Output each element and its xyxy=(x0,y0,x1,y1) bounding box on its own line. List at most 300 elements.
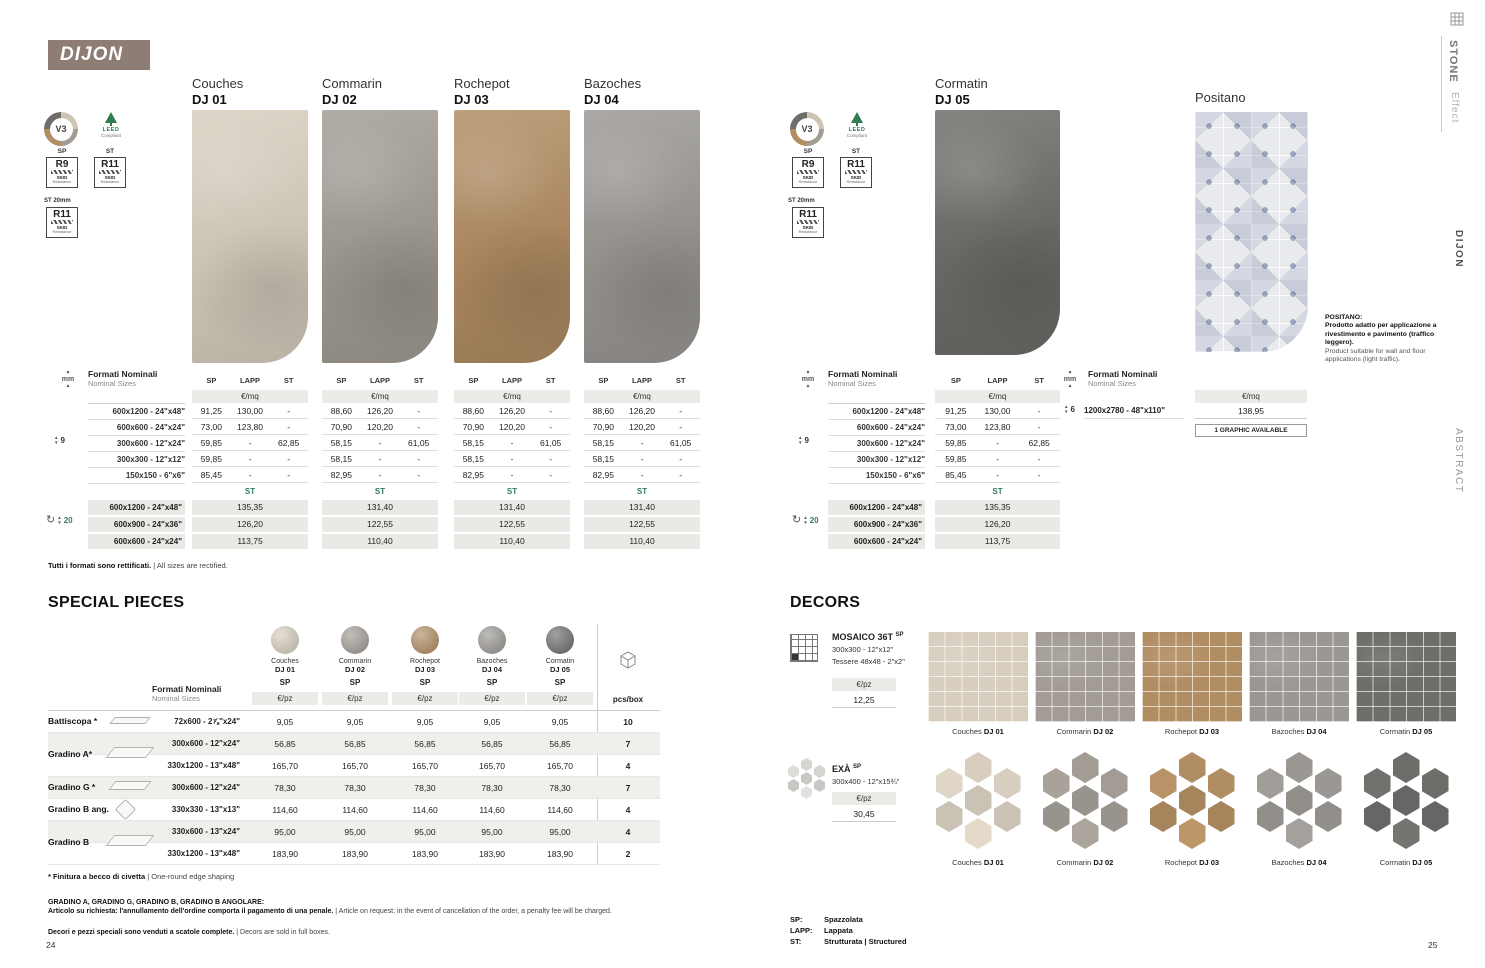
triangle-up-icon: ▲ xyxy=(1067,383,1073,389)
nominal-sizes-column xyxy=(828,403,925,484)
product-name: Bazoches xyxy=(476,658,508,665)
piece-price: 95,00 xyxy=(481,827,503,837)
finish-col-label: LAPP xyxy=(987,376,1008,385)
value-cell: 120,20 xyxy=(623,419,662,435)
st-section-header: ST xyxy=(244,487,256,496)
value-cell: - xyxy=(531,403,570,419)
value-cell: 82,95 xyxy=(322,467,361,483)
resistance-label: Resistance xyxy=(798,230,818,234)
product-code: DJ 02 xyxy=(322,92,357,107)
piece-group-gradino-a: Gradino A* xyxy=(48,749,93,759)
triangle-down-icon: ▼ xyxy=(805,370,811,376)
thickness-value: 20 xyxy=(809,516,819,525)
value-cell: - xyxy=(661,403,700,419)
value-cell: 82,95 xyxy=(584,467,623,483)
unit-band: €/pz xyxy=(459,692,525,705)
footnote-it: * Finitura a becco di civetta xyxy=(48,872,146,881)
r9-skid-icon xyxy=(792,157,824,188)
mosaic-swatch-rochepot xyxy=(1142,632,1242,722)
value-cell: - xyxy=(493,467,532,483)
mm-label: mm xyxy=(801,376,815,383)
exa-swatch-bazoches xyxy=(1249,752,1349,849)
full-boxes-note xyxy=(48,928,688,937)
value-cell: - xyxy=(361,467,400,483)
series-title-badge: DIJON xyxy=(48,40,150,70)
thickness-6mm-marker xyxy=(1064,405,1075,414)
value-cell: 123,80 xyxy=(977,419,1019,435)
recycle-arrow-icon: ↻ xyxy=(46,514,56,526)
piece-price: 95,00 xyxy=(274,827,296,837)
value-cell: 73,00 xyxy=(935,419,977,435)
resistance-label: Resistance xyxy=(798,180,818,184)
skid-label: SKID xyxy=(802,175,814,180)
decor-item-label: Couches DJ 01 xyxy=(952,858,1004,867)
ramp-icon xyxy=(99,170,121,174)
value-cell: 600x600 - 24"x24" xyxy=(828,420,925,436)
page-number-left: 24 xyxy=(46,940,56,950)
box-icon xyxy=(617,650,639,675)
value-cell: - xyxy=(1018,467,1060,483)
value-cell: 600x1200 - 24"x48" xyxy=(828,500,925,515)
dot-label-rochepot xyxy=(390,658,460,674)
value-cell: 122,55 xyxy=(584,517,700,532)
mm-label: mm xyxy=(1063,376,1077,383)
gradino-note xyxy=(48,898,688,916)
v3-shade-variation-icon xyxy=(790,112,824,146)
piece-price: 183,90 xyxy=(479,849,505,859)
pieces-per-box: 7 xyxy=(625,739,631,749)
tree-trunk xyxy=(110,123,112,126)
nominal-label: Nominal Sizes xyxy=(152,694,200,703)
st-section-header: ST xyxy=(506,487,518,496)
value-cell: 59,85 xyxy=(192,435,231,451)
leed-icon xyxy=(838,112,876,138)
value-cell: 110,40 xyxy=(454,534,570,549)
r11-label: R11 xyxy=(53,209,71,220)
arrows-icon: ▲ ▼ xyxy=(1064,404,1069,414)
special-piece-row xyxy=(48,843,660,865)
r9-skid-icon xyxy=(46,157,78,188)
resistance-label: Resistance xyxy=(100,180,120,184)
sp-finish-header: SP xyxy=(554,678,566,687)
mosaico-name xyxy=(832,632,905,642)
tile-swatch-positano xyxy=(1195,112,1308,352)
piece-price: 9,05 xyxy=(346,717,364,727)
resistance-label: Resistance xyxy=(52,180,72,184)
legend-row xyxy=(790,925,907,936)
legend-row xyxy=(790,914,907,925)
value-cell: 58,15 xyxy=(584,451,623,467)
tile-swatch-bazoches xyxy=(584,110,700,363)
value-cell: - xyxy=(531,467,570,483)
sp-finish-header: SP xyxy=(279,678,291,687)
footnote-en: | One-round edge shaping xyxy=(147,872,235,881)
special-pieces-title: SPECIAL PIECES xyxy=(48,594,185,611)
decor-item-label: Cormatin DJ 05 xyxy=(1379,858,1433,867)
triangle-down-icon: ▼ xyxy=(65,370,71,376)
ramp-icon xyxy=(797,170,819,174)
positano-note xyxy=(1325,314,1447,364)
gradino-g-shape-icon xyxy=(108,781,151,790)
positano-price: 138,95 xyxy=(1195,403,1307,419)
product-name: Rochepot xyxy=(410,658,440,665)
resistance-label: Resistance xyxy=(52,230,72,234)
r9-label: R9 xyxy=(55,159,69,170)
r11-skid-icon xyxy=(840,157,872,188)
piece-group-gradino-b: Gradino B xyxy=(48,837,90,847)
legend-abbr: LAPP: xyxy=(790,926,813,935)
resistance-label: Resistance xyxy=(846,180,866,184)
piece-size: 330x600 - 13"x24" xyxy=(171,827,240,836)
value-cell: - xyxy=(361,451,400,467)
thickness-mm-icon xyxy=(800,371,816,389)
value-cell: - xyxy=(399,419,438,435)
unit-band: €/pz xyxy=(832,678,896,691)
value-cell: - xyxy=(623,467,662,483)
product-name: Commarin xyxy=(338,658,372,665)
skid-label: SKID xyxy=(802,225,814,230)
color-dot-couches xyxy=(271,626,299,654)
value-cell: 135,35 xyxy=(192,500,308,515)
finish-label-st20: ST 20mm xyxy=(44,198,71,204)
boxes-note-it: Decori e pezzi speciali sono venduti a scatole complete. xyxy=(48,929,235,936)
value-cell: 59,85 xyxy=(192,451,231,467)
value-cell: 61,05 xyxy=(531,435,570,451)
unit-band: €/pz xyxy=(832,792,896,805)
product-code: DJ 01 xyxy=(192,92,227,107)
value-cell: - xyxy=(977,451,1019,467)
value-cell: 126,20 xyxy=(361,403,400,419)
piece-price: 78,30 xyxy=(274,783,296,793)
value-cell: 300x300 - 12"x12" xyxy=(88,452,185,468)
pieces-per-box: 10 xyxy=(623,717,633,727)
gradino-note-title: GRADINO A, GRADINO G, GRADINO B, GRADINO B ANGOLARE: xyxy=(48,899,265,906)
unit-band: €/mq xyxy=(584,390,700,403)
unit-band: €/pz xyxy=(527,692,593,705)
positano-size: 1200x2780 - 48"x110" xyxy=(1084,403,1184,419)
value-cell: 88,60 xyxy=(584,403,623,419)
formati-nominali-header xyxy=(828,369,897,388)
r11-label: R11 xyxy=(101,159,119,170)
mosaico-tessere: Tessere 48x48 - 2"x2" xyxy=(832,657,905,666)
price-grid-commarin xyxy=(322,403,438,483)
finish-columns-header xyxy=(192,376,308,385)
tab-divider xyxy=(1441,36,1442,132)
color-dot-rochepot xyxy=(411,626,439,654)
price-grid-bazoches xyxy=(584,403,700,483)
r11-20mm-skid-icon xyxy=(792,207,824,238)
tile-swatch-commarin xyxy=(322,110,438,363)
st-section-header: ST xyxy=(636,487,648,496)
product-code: DJ 03 xyxy=(414,665,435,674)
formati-nominali-header xyxy=(152,684,221,703)
product-code: DJ 02 xyxy=(344,665,365,674)
value-cell: 62,85 xyxy=(269,435,308,451)
legend-abbr: SP: xyxy=(790,915,803,924)
unit-band: €/mq xyxy=(1195,390,1307,403)
piece-price: 56,85 xyxy=(549,739,571,749)
finish-col-label: ST xyxy=(545,376,556,385)
value-cell: - xyxy=(531,419,570,435)
positano-note-en: Product suitable for wall and floor applications (light traffic). xyxy=(1325,347,1426,364)
piece-price: 95,00 xyxy=(549,827,571,837)
piece-price: 78,30 xyxy=(549,783,571,793)
piece-price: 9,05 xyxy=(276,717,294,727)
pi ece-group-battiscopa: Battiscopa * xyxy=(48,716,98,726)
value-cell: - xyxy=(399,467,438,483)
product-header-cormatin xyxy=(935,76,988,107)
value-cell: - xyxy=(1018,419,1060,435)
product-code: DJ 04 xyxy=(584,92,619,107)
value-cell: 300x300 - 12"x12" xyxy=(828,452,925,468)
leed-label: LEED xyxy=(848,127,866,133)
arrows-icon: ▲ ▼ xyxy=(54,435,59,445)
value-cell: 600x600 - 24"x24" xyxy=(88,420,185,436)
value-cell: 85,45 xyxy=(935,467,977,483)
series-side-tab: DIJON xyxy=(1453,230,1464,269)
product-name: Cormatin xyxy=(545,658,575,665)
value-cell: - xyxy=(977,435,1019,451)
leed-icon xyxy=(92,112,130,138)
sp-finish-header: SP xyxy=(486,678,498,687)
piece-price: 95,00 xyxy=(414,827,436,837)
legend-label: Lappata xyxy=(824,926,853,935)
edge-shaping-footnote xyxy=(48,872,234,881)
value-cell: 300x600 - 12"x24" xyxy=(828,436,925,452)
value-cell: - xyxy=(231,467,270,483)
mm-label: mm xyxy=(61,376,75,383)
triangle-up-icon: ▲ xyxy=(805,383,811,389)
unit-band: €/mq xyxy=(322,390,438,403)
exa-name xyxy=(832,764,899,774)
price-grid-couches xyxy=(192,403,308,483)
value-cell: - xyxy=(399,403,438,419)
exa-swatch-commarin xyxy=(1035,752,1135,849)
piece-price: 165,70 xyxy=(342,761,368,771)
finish-label-sp: SP xyxy=(803,148,813,155)
value-cell: 600x1200 - 24"x48" xyxy=(88,404,185,420)
value-cell: 130,00 xyxy=(231,403,270,419)
finish-col-label: SP xyxy=(950,376,961,385)
gradino-note-it: Articolo su richiesta: l'annullamento dell'ordine comporta il pagamento di una penale. xyxy=(48,908,334,915)
arrows-icon: ▲ ▼ xyxy=(803,515,808,525)
value-cell: - xyxy=(623,451,662,467)
value-cell: 91,25 xyxy=(192,403,231,419)
unit-band: €/mq xyxy=(192,390,308,403)
value-cell: - xyxy=(977,467,1019,483)
value-cell: 70,90 xyxy=(584,419,623,435)
value-cell: 59,85 xyxy=(935,435,977,451)
pieces-per-box: 4 xyxy=(625,761,631,771)
formati-label: Formati Nominali xyxy=(152,684,222,694)
color-dot-commarin xyxy=(341,626,369,654)
piece-price: 78,30 xyxy=(414,783,436,793)
tile-swatch-couches xyxy=(192,110,308,363)
piece-price: 78,30 xyxy=(344,783,366,793)
mosaico-price: 12,25 xyxy=(832,692,896,708)
value-cell: 70,90 xyxy=(322,419,361,435)
finish-col-label: LAPP xyxy=(631,376,652,385)
tile-swatch-rochepot xyxy=(454,110,570,363)
product-name: Rochepot xyxy=(454,76,510,91)
formati-label: Formati Nominali xyxy=(1088,369,1158,379)
finish-label-st20: ST 20mm xyxy=(788,198,815,204)
thickness-value: 20 xyxy=(63,516,73,525)
value-cell: 91,25 xyxy=(935,403,977,419)
value-cell: 85,45 xyxy=(192,467,231,483)
finish-col-label: SP xyxy=(336,376,347,385)
value-cell: 58,15 xyxy=(454,451,493,467)
corner-grid-icon xyxy=(1450,12,1464,31)
nominal-label: Nominal Sizes xyxy=(1088,379,1136,388)
exa-size: 300x400 - 12"x15¾" xyxy=(832,777,900,786)
collection-sub-tab: Effect xyxy=(1449,92,1460,124)
piece-size: 330x330 - 13"x13" xyxy=(171,805,240,814)
v3-label: V3 xyxy=(50,118,73,141)
piece-price: 183,90 xyxy=(342,849,368,859)
mosaic-swatches xyxy=(928,632,1456,722)
finish-columns-header xyxy=(935,376,1060,385)
finish-col-label: SP xyxy=(206,376,217,385)
product-name: Cormatin xyxy=(935,76,988,91)
piece-price: 56,85 xyxy=(481,739,503,749)
unit-band: €/mq xyxy=(935,390,1060,403)
piece-size: 330x1200 - 13"x48" xyxy=(167,849,240,858)
leed-sublabel: Compliant xyxy=(100,133,122,138)
product-header-rochepot xyxy=(454,76,510,107)
product-name: Commarin xyxy=(322,76,382,91)
piece-price: 9,05 xyxy=(551,717,569,727)
product-code: DJ 01 xyxy=(274,665,295,674)
value-cell: - xyxy=(661,419,700,435)
piece-size: 330x1200 - 13"x48" xyxy=(167,761,240,770)
thickness-20mm-marker xyxy=(792,515,819,526)
dot-label-bazoches xyxy=(457,658,527,674)
sp-finish-header: SP xyxy=(349,678,361,687)
value-cell: - xyxy=(661,467,700,483)
value-cell: 150x150 - 6"x6" xyxy=(88,468,185,484)
finish-label-st: ST xyxy=(851,148,861,155)
boxes-note-en: | Decors are sold in full boxes. xyxy=(236,929,330,936)
thickness-9mm-marker xyxy=(798,436,809,445)
finish-col-label: SP xyxy=(468,376,479,385)
value-cell: 120,20 xyxy=(493,419,532,435)
value-cell: - xyxy=(269,419,308,435)
value-cell: 122,55 xyxy=(454,517,570,532)
value-cell: 600x1200 - 24"x48" xyxy=(88,500,185,515)
value-cell: 58,15 xyxy=(322,435,361,451)
pcs-box-header: pcs/box xyxy=(612,695,644,704)
thickness-mm-icon xyxy=(60,371,76,389)
piece-price: 183,90 xyxy=(272,849,298,859)
ramp-icon xyxy=(797,220,819,224)
formati-nominali-header xyxy=(1088,369,1157,388)
unit-band: €/mq xyxy=(454,390,570,403)
piece-price: 165,70 xyxy=(547,761,573,771)
decor-item-label: Bazoches DJ 04 xyxy=(1271,858,1327,867)
product-code: DJ 03 xyxy=(454,92,489,107)
leed-label: LEED xyxy=(102,127,120,133)
finish-columns-header xyxy=(454,376,570,385)
battiscopa-shape-icon xyxy=(109,717,150,724)
value-cell: 62,85 xyxy=(1018,435,1060,451)
value-cell: 600x900 - 24"x36" xyxy=(828,517,925,532)
nominal-label: Nominal Sizes xyxy=(828,379,876,388)
value-cell: - xyxy=(531,451,570,467)
value-cell: 110,40 xyxy=(584,534,700,549)
value-cell: - xyxy=(1018,403,1060,419)
decors-title: DECORS xyxy=(790,594,861,611)
finish-col-label: LAPP xyxy=(369,376,390,385)
mosaic-swatch-couches xyxy=(928,632,1028,722)
formati-label: Formati Nominali xyxy=(88,369,158,379)
pieces-per-box: 7 xyxy=(625,783,631,793)
price-grid-cormatin xyxy=(935,403,1060,483)
finish-columns-header xyxy=(584,376,700,385)
value-cell: 131,40 xyxy=(584,500,700,515)
tile-swatch-cormatin xyxy=(935,110,1060,355)
mosaic-labels xyxy=(928,727,1456,736)
value-cell: 123,80 xyxy=(231,419,270,435)
piece-price: 165,70 xyxy=(412,761,438,771)
value-cell: 59,85 xyxy=(935,451,977,467)
piece-price: 9,05 xyxy=(416,717,434,727)
product-code: DJ 05 xyxy=(549,665,570,674)
hex-labels xyxy=(928,858,1456,867)
value-cell: 113,75 xyxy=(192,534,308,549)
piece-size: 72x600 - 2⅞"x24" xyxy=(174,717,240,726)
product-name: Couches xyxy=(192,76,244,91)
pieces-per-box: 4 xyxy=(625,805,631,815)
finish-col-label: SP xyxy=(598,376,609,385)
value-cell: 131,40 xyxy=(322,500,438,515)
value-cell: - xyxy=(231,451,270,467)
graphic-available-badge: 1 GRAPHIC AVAILABLE xyxy=(1195,424,1307,437)
thickness-9mm-marker xyxy=(54,436,65,445)
unit-band: €/pz xyxy=(322,692,388,705)
value-cell: - xyxy=(399,451,438,467)
skid-label: SKID xyxy=(104,175,116,180)
thickness-value: 6 xyxy=(1070,405,1075,414)
value-cell: 131,40 xyxy=(454,500,570,515)
piece-price: 78,30 xyxy=(481,783,503,793)
exa-hex-icon xyxy=(788,758,825,799)
st-price-column-rochepot xyxy=(454,500,570,549)
skid-label: SKID xyxy=(56,225,68,230)
thickness-mm-icon xyxy=(1062,371,1078,389)
exa-swatch-cormatin xyxy=(1356,752,1456,849)
piece-group-gradino-b-ang: Gradino B ang. xyxy=(48,804,109,814)
positano-note-title: POSITANO: xyxy=(1325,314,1363,321)
unit-band: €/pz xyxy=(252,692,318,705)
nominal-sizes-column xyxy=(88,403,185,484)
finish-col-label: LAPP xyxy=(239,376,260,385)
page-number-right: 25 xyxy=(1428,940,1438,950)
value-cell: 600x600 - 24"x24" xyxy=(88,534,185,549)
positano-note-it: Prodotto adatto per applicazione a rivestimento e pavimento (traffico leggero). xyxy=(1325,322,1437,347)
decor-item-label: Couches DJ 01 xyxy=(952,727,1004,736)
value-cell: 58,15 xyxy=(322,451,361,467)
formati-nominali-header xyxy=(88,369,157,388)
piece-price: 183,90 xyxy=(547,849,573,859)
finish-label-st: ST xyxy=(105,148,115,155)
finish-columns-header xyxy=(322,376,438,385)
rectified-note xyxy=(48,561,228,570)
value-cell: 58,15 xyxy=(454,435,493,451)
product-name: Positano xyxy=(1195,90,1246,105)
product-header-commarin xyxy=(322,76,382,107)
value-cell: 88,60 xyxy=(454,403,493,419)
